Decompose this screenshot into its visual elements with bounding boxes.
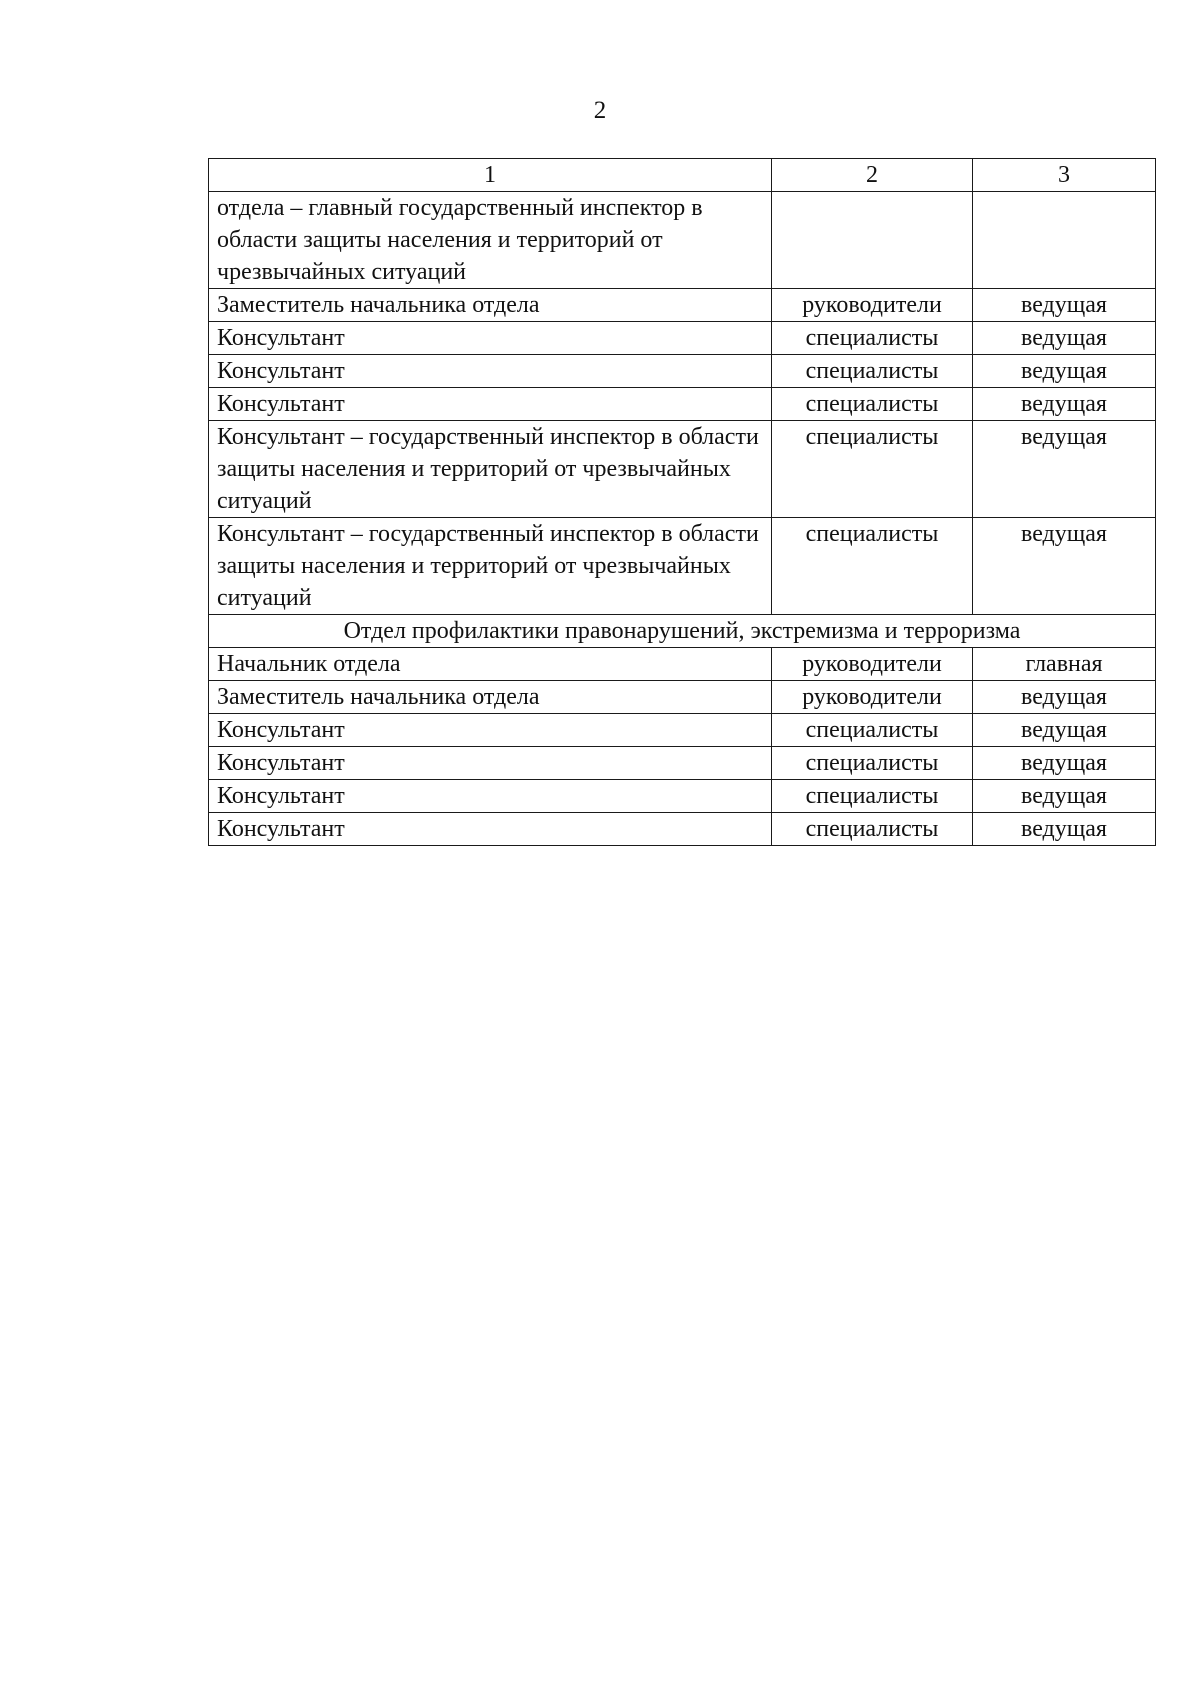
category-cell: ведущая xyxy=(973,518,1156,615)
position-cell: Консультант – государственный инспектор в области защиты населения и территорий от чрезвычайных ситуаций xyxy=(209,518,772,615)
table-header-row xyxy=(209,159,1156,192)
header-cell-col-1: 1 xyxy=(209,159,772,192)
table-row xyxy=(209,289,1156,322)
group-cell: специалисты xyxy=(772,780,973,813)
category-cell: ведущая xyxy=(973,714,1156,747)
table-row xyxy=(209,780,1156,813)
position-cell: Консультант xyxy=(209,355,772,388)
category-cell: ведущая xyxy=(973,355,1156,388)
group-cell: специалисты xyxy=(772,322,973,355)
category-cell: ведущая xyxy=(973,322,1156,355)
section-heading-row xyxy=(209,615,1156,648)
section-title: Отдел профилактики правонарушений, экстремизма и терроризма xyxy=(209,615,1156,648)
category-cell: ведущая xyxy=(973,421,1156,518)
category-cell: ведущая xyxy=(973,388,1156,421)
table-row xyxy=(209,648,1156,681)
position-cell: Консультант xyxy=(209,813,772,846)
group-cell: специалисты xyxy=(772,388,973,421)
staff-positions-table xyxy=(208,158,1156,846)
category-cell: ведущая xyxy=(973,780,1156,813)
group-cell: специалисты xyxy=(772,714,973,747)
header-cell-col-3: 3 xyxy=(973,159,1156,192)
table-row xyxy=(209,714,1156,747)
group-cell: руководители xyxy=(772,648,973,681)
position-cell: Заместитель начальника отдела xyxy=(209,681,772,714)
table-row xyxy=(209,813,1156,846)
category-cell: главная xyxy=(973,648,1156,681)
position-cell: Консультант xyxy=(209,388,772,421)
position-cell: Заместитель начальника отдела xyxy=(209,289,772,322)
table-row xyxy=(209,681,1156,714)
table-row xyxy=(209,421,1156,518)
group-cell: специалисты xyxy=(772,747,973,780)
position-cell: отдела – главный государственный инспектор в области защиты населения и территорий от чрезвычайных ситуаций xyxy=(209,192,772,289)
table-row xyxy=(209,388,1156,421)
position-cell: Начальник отдела xyxy=(209,648,772,681)
table-body xyxy=(209,159,1156,846)
group-cell: специалисты xyxy=(772,355,973,388)
group-cell: специалисты xyxy=(772,518,973,615)
category-cell: ведущая xyxy=(973,681,1156,714)
table-row xyxy=(209,192,1156,289)
page-number: 2 xyxy=(593,97,607,124)
header-cell-col-2: 2 xyxy=(772,159,973,192)
position-cell: Консультант – государственный инспектор в области защиты населения и территорий от чрезвычайных ситуаций xyxy=(209,421,772,518)
group-cell: руководители xyxy=(772,289,973,322)
table-row xyxy=(209,747,1156,780)
group-cell: специалисты xyxy=(772,813,973,846)
group-cell xyxy=(772,192,973,289)
category-cell: ведущая xyxy=(973,813,1156,846)
position-cell: Консультант xyxy=(209,322,772,355)
category-cell: ведущая xyxy=(973,289,1156,322)
position-cell: Консультант xyxy=(209,714,772,747)
category-cell: ведущая xyxy=(973,747,1156,780)
position-cell: Консультант xyxy=(209,747,772,780)
group-cell: специалисты xyxy=(772,421,973,518)
table-row xyxy=(209,322,1156,355)
table-row xyxy=(209,355,1156,388)
category-cell xyxy=(973,192,1156,289)
position-cell: Консультант xyxy=(209,780,772,813)
group-cell: руководители xyxy=(772,681,973,714)
table-row xyxy=(209,518,1156,615)
